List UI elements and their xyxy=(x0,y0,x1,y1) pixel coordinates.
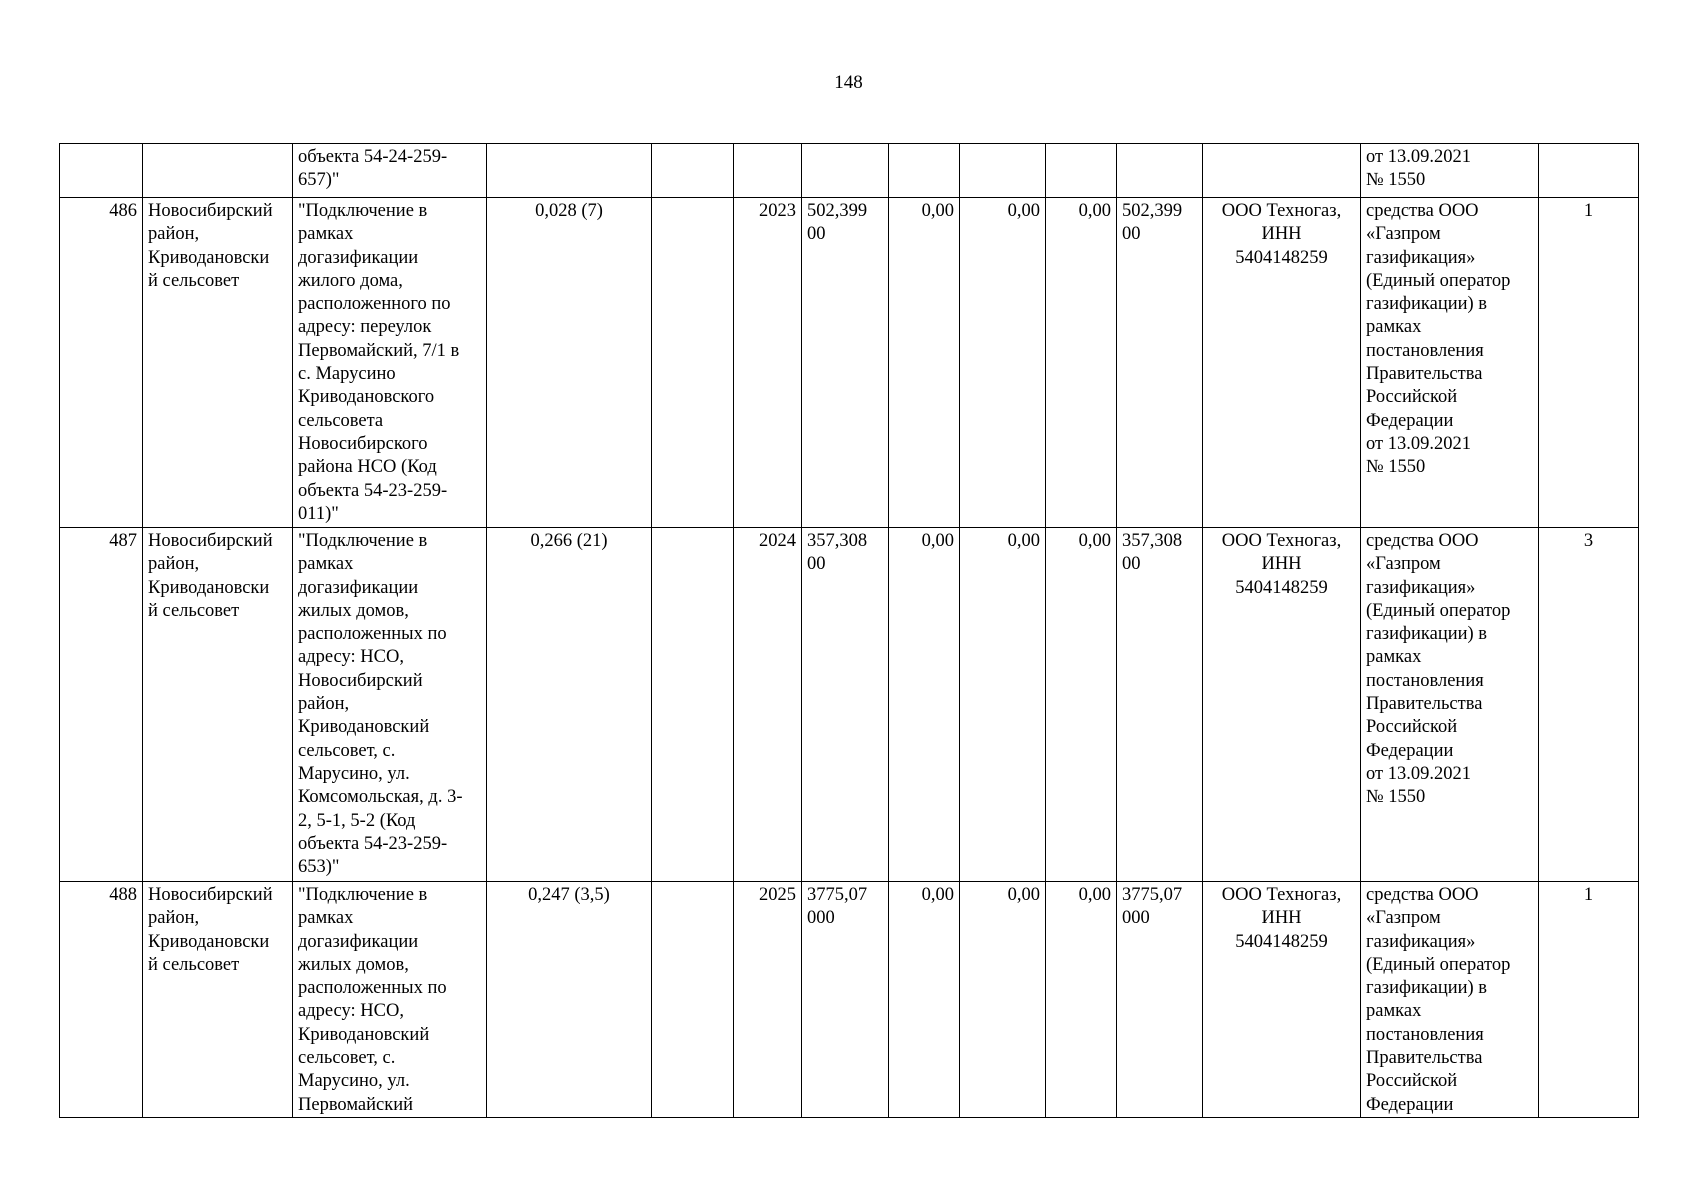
cell-executor: ООО Техногаз, ИНН 5404148259 xyxy=(1203,882,1361,1118)
table-row xyxy=(60,198,1639,528)
cell-total: 3775,07 000 xyxy=(802,882,889,1118)
page-number: 148 xyxy=(834,72,863,93)
cell-value-2: 0,00 xyxy=(960,528,1046,882)
cell-value-3: 0,00 xyxy=(1046,528,1117,882)
cell-num: 487 xyxy=(60,528,143,882)
data-table xyxy=(59,143,1639,1118)
cell-value-2: 0,00 xyxy=(960,198,1046,528)
cell-value-1: 0,00 xyxy=(889,528,960,882)
cell-total xyxy=(802,144,889,198)
cell-count xyxy=(1539,144,1639,198)
cell-count: 1 xyxy=(1539,882,1639,1118)
cell-description: "Подключение в рамках догазификации жилых домов, расположенных по адресу: НСО, Новосибирский район, Криводановский сельсовет, с. Марусино, ул. Комсомольская, д. 3- 2, 5-1, 5-2 (Код объекта 54-23-259- 653)" xyxy=(293,528,487,882)
cell-value-3: 0,00 xyxy=(1046,198,1117,528)
cell-year: 2024 xyxy=(734,528,802,882)
cell-length: 0,028 (7) xyxy=(487,198,652,528)
cell-source: средства ООО «Газпром газификация» (Единый оператор газификации) в рамках постановления Правительства Российской Федерации xyxy=(1361,882,1539,1118)
cell-description: объекта 54-24-259- 657)" xyxy=(293,144,487,198)
cell-value-3: 0,00 xyxy=(1046,882,1117,1118)
cell-source: от 13.09.2021 № 1550 xyxy=(1361,144,1539,198)
table-row xyxy=(60,882,1639,1118)
cell-num xyxy=(60,144,143,198)
cell-executor xyxy=(1203,144,1361,198)
cell-value-1 xyxy=(889,144,960,198)
cell-value-4: 357,308 00 xyxy=(1117,528,1203,882)
cell-executor: ООО Техногаз, ИНН 5404148259 xyxy=(1203,528,1361,882)
table-row xyxy=(60,528,1639,882)
cell-empty xyxy=(652,144,734,198)
cell-year: 2025 xyxy=(734,882,802,1118)
cell-empty xyxy=(652,528,734,882)
cell-district: Новосибирский район, Криводановски й сельсовет xyxy=(143,882,293,1118)
cell-value-3 xyxy=(1046,144,1117,198)
cell-total: 502,399 00 xyxy=(802,198,889,528)
cell-description: "Подключение в рамках догазификации жилого дома, расположенного по адресу: переулок Первомайский, 7/1 в с. Марусино Криводановского сельсовета Новосибирского района НСО (Код объекта 54-23-259- 011)" xyxy=(293,198,487,528)
cell-district xyxy=(143,144,293,198)
cell-value-1: 0,00 xyxy=(889,882,960,1118)
cell-district: Новосибирский район, Криводановски й сельсовет xyxy=(143,198,293,528)
cell-length: 0,266 (21) xyxy=(487,528,652,882)
cell-value-4: 3775,07 000 xyxy=(1117,882,1203,1118)
cell-value-2: 0,00 xyxy=(960,882,1046,1118)
cell-value-4 xyxy=(1117,144,1203,198)
cell-source: средства ООО «Газпром газификация» (Единый оператор газификации) в рамках постановления Правительства Российской Федерации от 13.09.2021 № 1550 xyxy=(1361,528,1539,882)
cell-num: 488 xyxy=(60,882,143,1118)
cell-source: средства ООО «Газпром газификация» (Единый оператор газификации) в рамках постановления Правительства Российской Федерации от 13.09.2021 № 1550 xyxy=(1361,198,1539,528)
cell-length: 0,247 (3,5) xyxy=(487,882,652,1118)
cell-year xyxy=(734,144,802,198)
cell-count: 1 xyxy=(1539,198,1639,528)
cell-year: 2023 xyxy=(734,198,802,528)
cell-empty xyxy=(652,882,734,1118)
cell-length xyxy=(487,144,652,198)
table-row-continuation xyxy=(60,144,1639,198)
cell-count: 3 xyxy=(1539,528,1639,882)
cell-district: Новосибирский район, Криводановски й сельсовет xyxy=(143,528,293,882)
cell-description: "Подключение в рамках догазификации жилых домов, расположенных по адресу: НСО, Криводановский сельсовет, с. Марусино, ул. Первомайский xyxy=(293,882,487,1118)
cell-executor: ООО Техногаз, ИНН 5404148259 xyxy=(1203,198,1361,528)
cell-total: 357,308 00 xyxy=(802,528,889,882)
cell-value-1: 0,00 xyxy=(889,198,960,528)
cell-empty xyxy=(652,198,734,528)
cell-value-2 xyxy=(960,144,1046,198)
cell-num: 486 xyxy=(60,198,143,528)
cell-value-4: 502,399 00 xyxy=(1117,198,1203,528)
